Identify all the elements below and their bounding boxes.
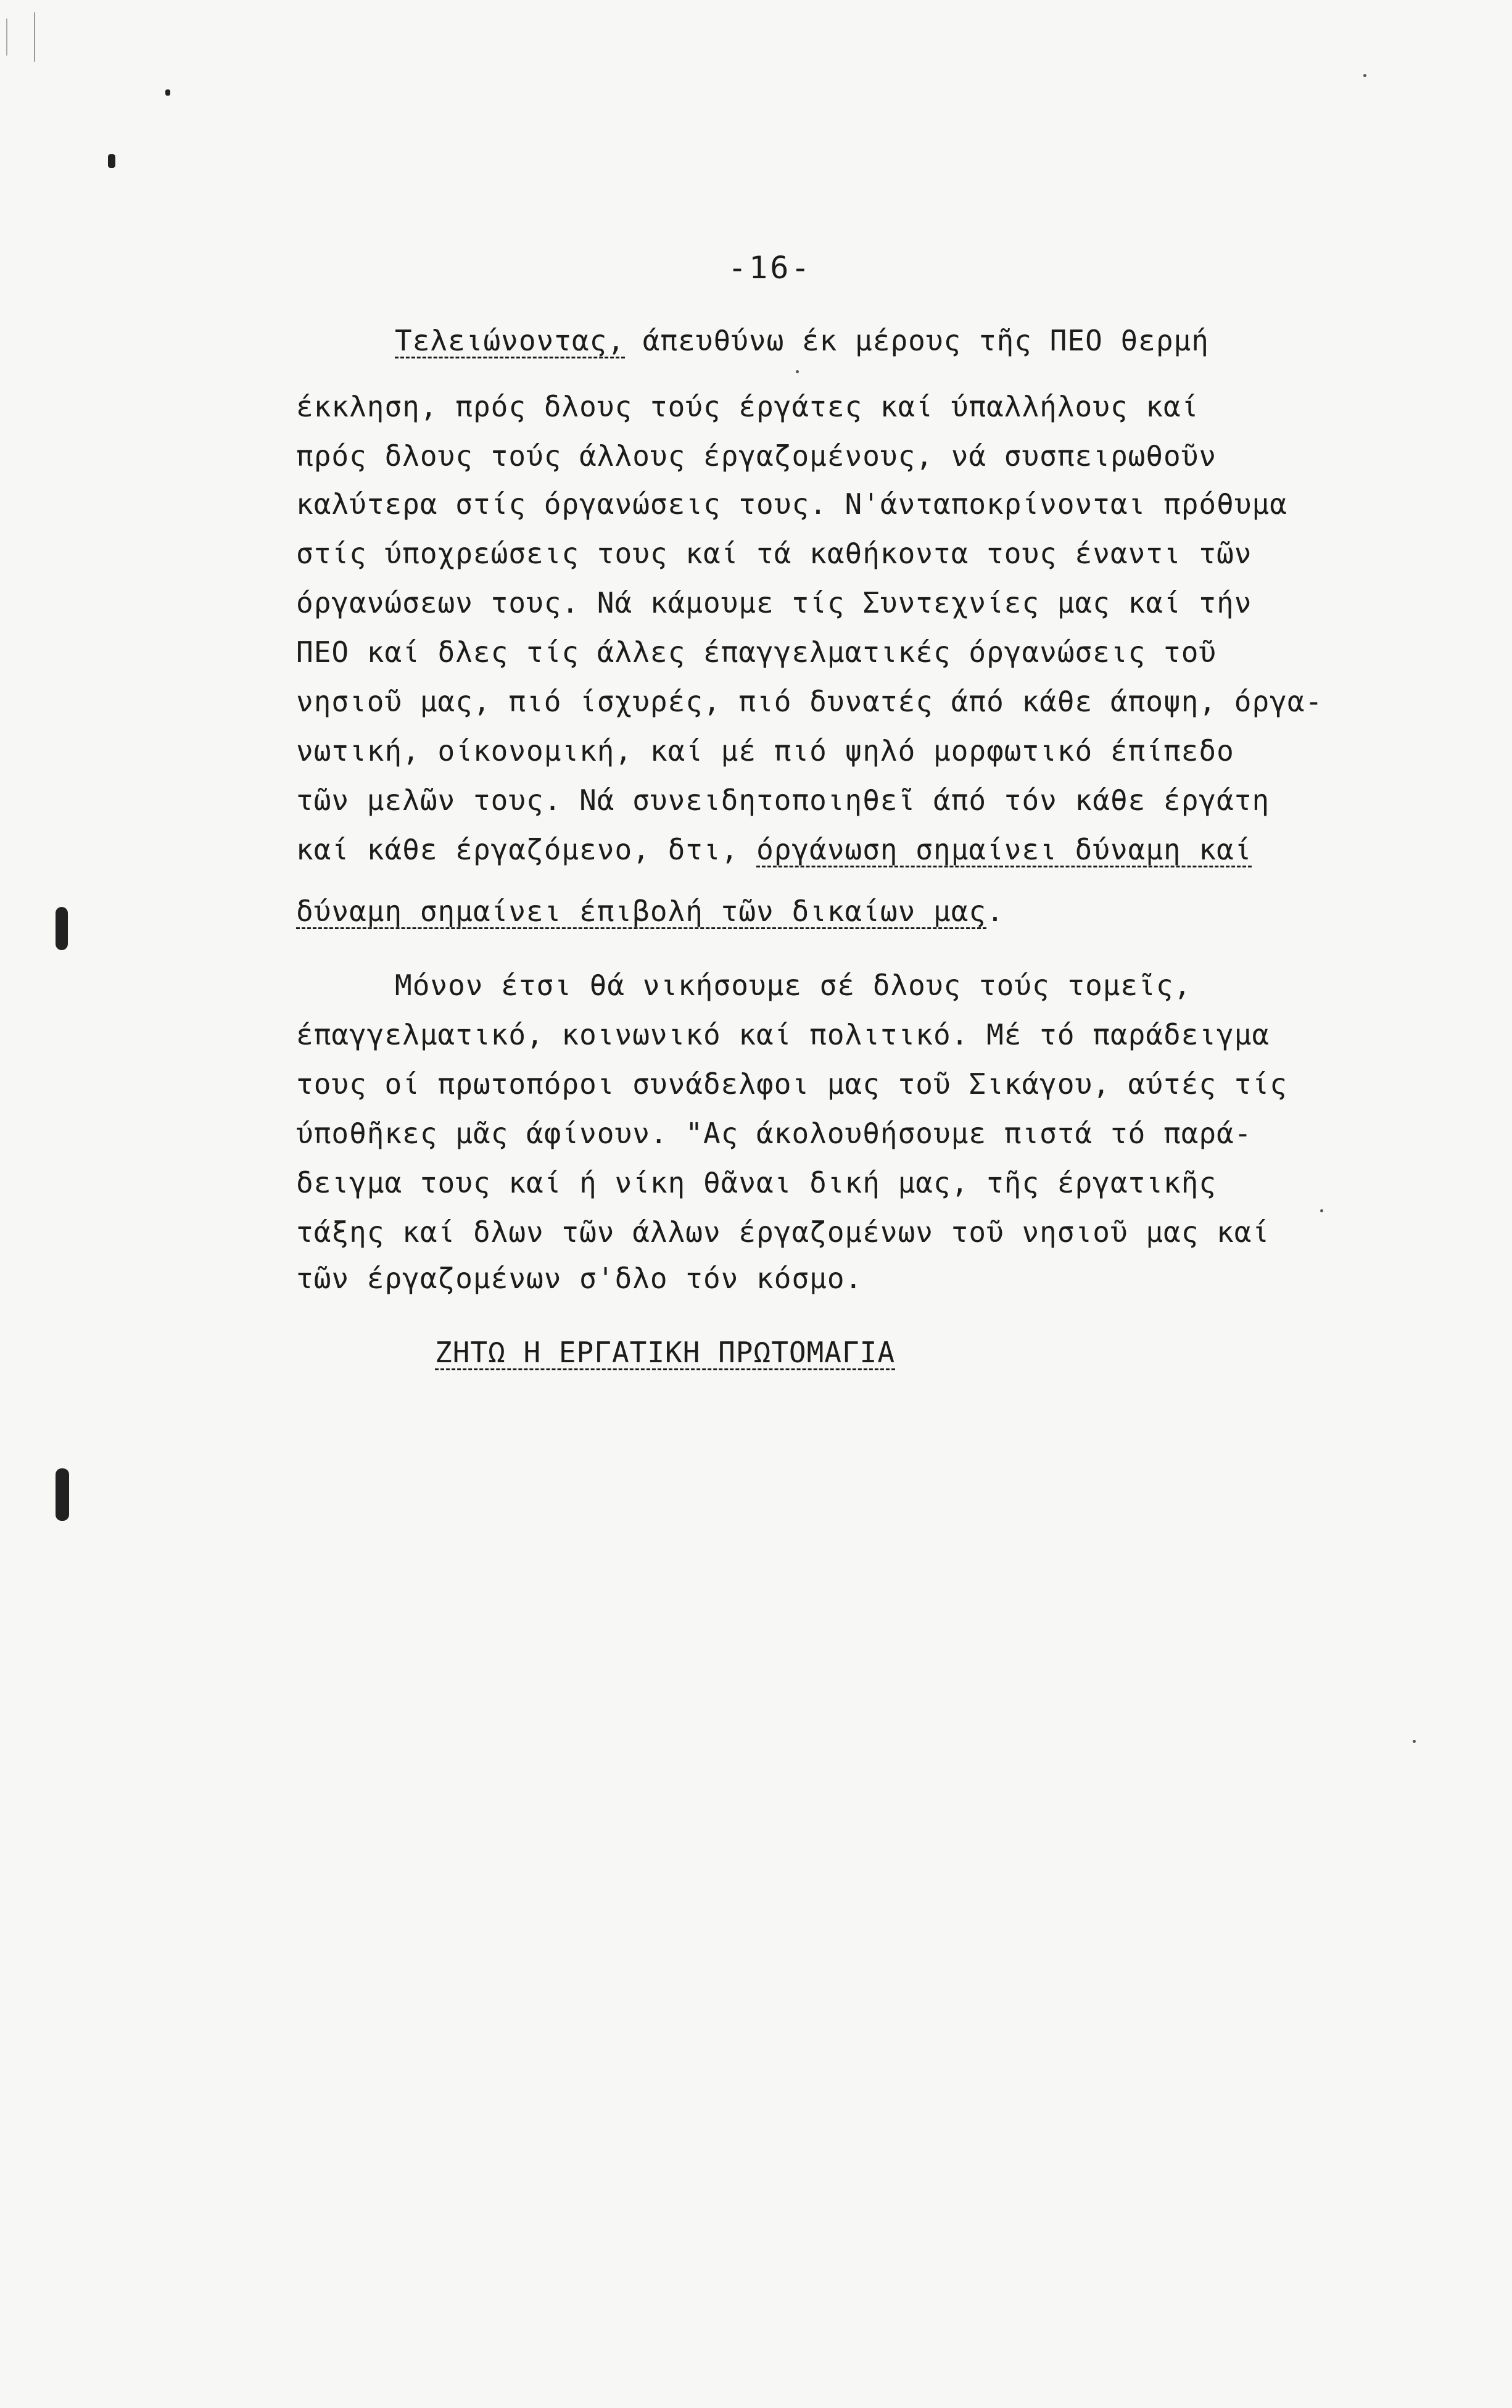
closing-slogan: ΖΗΤΩ Η ΕΡΓΑΤΙΚΗ ΠΡΩΤΟΜΑΓΙΑ	[435, 1336, 896, 1369]
scan-mark	[6, 19, 7, 56]
paragraph-2-line-3: τους οί πρωτοπόροι συνάδελφοι μας τοῦ Σικάγου, αύτές τίς	[296, 1067, 1287, 1101]
scan-speck	[1363, 74, 1366, 77]
scan-mark	[56, 1468, 69, 1521]
scan-mark	[108, 154, 115, 168]
scan-speck	[1413, 1740, 1416, 1743]
underlined-phrase: όργάνωση σημαίνει δύναμη καί	[756, 833, 1252, 866]
paragraph-1-line-7: ΠΕΟ καί δλες τίς άλλες έπαγγελματικές όργανώσεις τοῦ	[296, 635, 1217, 669]
scan-mark	[56, 907, 68, 950]
scan-mark	[34, 12, 35, 62]
paragraph-1-line-6: όργανώσεων τους. Νά κάμουμε τίς Συντεχνίες μας καί τήν	[296, 586, 1252, 619]
underlined-phrase: δύναμη σημαίνει έπιβολή τῶν δικαίων μας	[296, 895, 987, 928]
paragraph-1-line-1: Τελειώνοντας, άπευθύνω έκ μέρους τῆς ΠΕΟ θερμή	[395, 324, 1209, 357]
paragraph-2-line-6: τάξης καί δλων τῶν άλλων έργαζομένων τοῦ νησιοῦ μας καί	[296, 1215, 1270, 1249]
scan-speck	[1320, 1209, 1323, 1212]
scan-speck	[796, 370, 799, 373]
paragraph-1-line-10: τῶν μελῶν τους. Νά συνειδητοποιηθεῖ άπό τόν κάθε έργάτη	[296, 784, 1270, 817]
paragraph-2-line-2: έπαγγελματικό, κοινωνικό καί πολιτικό. Μέ τό παράδειγμα	[296, 1018, 1270, 1051]
paragraph-1-line-11: καί κάθε έργαζόμενο, δτι, όργάνωση σημαίνει δύναμη καί	[296, 833, 1252, 866]
paragraph-1-line-2: έκκληση, πρός δλους τούς έργάτες καί ύπαλλήλους καί	[296, 390, 1199, 423]
paragraph-1-line-9: νωτική, οίκονομική, καί μέ πιό ψηλό μορφωτικό έπίπεδο	[296, 734, 1234, 767]
underlined-phrase: Τελειώνοντας,	[395, 324, 626, 357]
paragraph-1-line-3: πρός δλους τούς άλλους έργαζομένους, νά συσπειρωθοῦν	[296, 439, 1217, 473]
paragraph-2-line-4: ύποθῆκες μᾶς άφίνουν. "Ας άκολουθήσουμε πιστά τό παρά-	[296, 1117, 1252, 1150]
paragraph-1-line-4: καλύτερα στίς όργανώσεις τους. Ν'άνταποκρίνονται πρόθυμα	[296, 487, 1287, 521]
paragraph-2-line-5: δειγμα τους καί ή νίκη θᾶναι δική μας, τῆς έργατικῆς	[296, 1166, 1217, 1199]
paragraph-1-line-5: στίς ύποχρεώσεις τους καί τά καθήκοντα τους έναντι τῶν	[296, 537, 1252, 570]
paragraph-1-line-8: νησιοῦ μας, πιό ίσχυρές, πιό δυνατές άπό κάθε άποψη, όργα-	[296, 685, 1323, 718]
page-number: -16-	[728, 250, 812, 286]
paragraph-2-line-7: τῶν έργαζομένων σ'δλο τόν κόσμο.	[296, 1262, 863, 1295]
paragraph-1-line-12: δύναμη σημαίνει έπιβολή τῶν δικαίων μας.	[296, 895, 1004, 928]
paragraph-2-line-1: Μόνον έτσι θά νικήσουμε σέ δλους τούς τομεῖς,	[395, 969, 1192, 1002]
scan-mark	[165, 89, 170, 96]
